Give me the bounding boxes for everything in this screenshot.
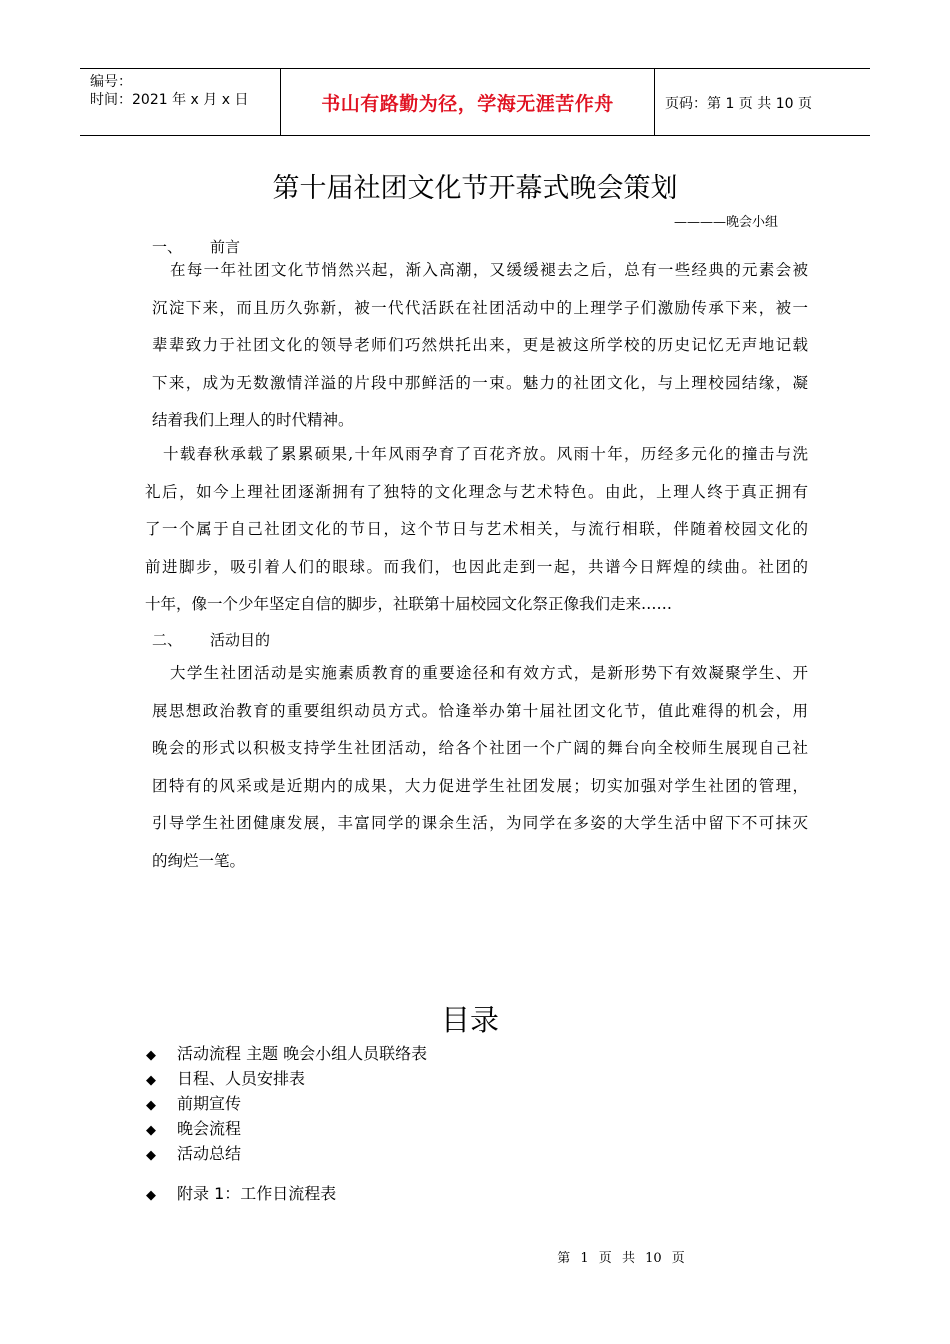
section-number: 二、 <box>152 631 183 649</box>
text-line: 在每一年社团文化节悄然兴起，渐入高潮，又缓缓褪去之后，总有一些经典的元素会被 <box>170 261 808 279</box>
table-of-contents <box>146 1041 427 1206</box>
footer-part: 共 <box>621 1251 635 1266</box>
header-page-cell <box>655 69 870 135</box>
text-line: 的绚烂一笔。 <box>152 851 246 870</box>
author-line: ————晚会小组 <box>673 215 778 230</box>
text-line: 展思想政治教育的重要组织动员方式。恰逢举办第十届社团文化节，值此难得的机会，用 <box>152 701 808 720</box>
toc-item <box>146 1066 427 1091</box>
document-title: 第十届社团文化节开幕式晚会策划 <box>272 173 678 204</box>
toc-item <box>146 1091 427 1116</box>
page-footer <box>0 1247 950 1266</box>
text-line: 大学生社团活动是实施素质教育的重要途径和有效方式，是新形势下有效凝聚学生、开 <box>170 664 808 682</box>
toc-appendix-label: 附录 1：工作日流程表 <box>177 1184 337 1203</box>
text-line: 晚会的形式以积极支持学生社团活动，给各个社团一个广阔的舞台向全校师生展现自己社 <box>152 739 808 757</box>
toc-item-label: 前期宣传 <box>177 1094 242 1113</box>
toc-item-label: 活动总结 <box>177 1144 242 1163</box>
diamond-bullet-icon: ◆ <box>146 1123 156 1138</box>
text-line: 辈辈致力于社团文化的领导老师们巧然烘托出来，更是被这所学校的历史记忆无声地记载 <box>152 336 808 354</box>
text-line: 礼后，如今上理社团逐渐拥有了独特的文化理念与艺术特色。由此，上理人终于真正拥有 <box>145 482 808 501</box>
toc-item <box>146 1141 427 1166</box>
diamond-bullet-icon: ◆ <box>146 1048 156 1063</box>
motto: 书山有路勤为径，学海无涯苦作舟 <box>321 92 614 115</box>
toc-title: 目录 <box>440 1003 499 1037</box>
section-title: 前言 <box>210 238 241 256</box>
preface-paragraph-1 <box>152 252 808 440</box>
toc-item-label: 日程、人员安排表 <box>177 1069 306 1088</box>
text-line: 十年，像一个少年坚定自信的脚步，社联第十届校园文化祭正像我们走来…… <box>145 595 673 613</box>
section-title: 活动目的 <box>210 631 271 649</box>
section-heading-purpose <box>152 629 270 650</box>
text-line: 前进脚步，吸引着人们的眼球。而我们，也因此走到一起，共谱今日辉煌的续曲。社团的 <box>145 557 808 576</box>
header-table <box>80 68 870 136</box>
purpose-paragraph <box>152 655 808 880</box>
toc-item <box>146 1116 427 1141</box>
footer-page-number: 1 <box>580 1251 589 1266</box>
toc-item <box>146 1041 427 1066</box>
text-line: 引导学生社团健康发展，丰富同学的课余生活，为同学在多姿的大学生活中留下不可抹灭 <box>152 814 808 832</box>
toc-item-label: 晚会流程 <box>177 1119 242 1138</box>
header-motto-cell <box>281 69 655 135</box>
header-meta-cell <box>80 69 281 135</box>
text-line: 沉淀下来，而且历久弥新，被一代代活跃在社团活动中的上理学子们激励传承下来，被一 <box>152 298 808 317</box>
text-line: 了一个属于自己社团文化的节日，这个节日与艺术相关，与流行相联，伴随着校园文化的 <box>145 520 808 538</box>
footer-part: 第 <box>557 1251 571 1266</box>
diamond-bullet-icon: ◆ <box>146 1073 156 1088</box>
diamond-bullet-icon: ◆ <box>146 1098 156 1113</box>
text-line: 结着我们上理人的时代精神。 <box>152 411 354 429</box>
diamond-bullet-icon: ◆ <box>146 1188 156 1203</box>
footer-part: 页 <box>671 1251 685 1266</box>
toc-item-label: 活动流程 主题 晚会小组人员联络表 <box>177 1044 428 1063</box>
text-line: 下来，成为无数激情洋溢的片段中那鲜活的一束。魅力的社团文化，与上理校园结缘，凝 <box>152 373 808 392</box>
diamond-bullet-icon: ◆ <box>146 1148 156 1163</box>
section-number: 一、 <box>152 238 183 256</box>
text-line: 团特有的风采或是近期内的成果，大力促进学生社团发展；切实加强对学生社团的管理， <box>152 776 808 795</box>
toc-appendix-item <box>146 1181 427 1206</box>
preface-paragraph-2 <box>145 436 808 624</box>
text-line: 十载春秋承载了累累硕果,十年风雨孕育了百花齐放。风雨十年，历经多元化的撞击与洗 <box>163 445 808 463</box>
page-label: 页码：第 1 页 共 10 页 <box>665 96 812 112</box>
code-label: 编号： <box>90 74 132 90</box>
footer-total-pages: 10 <box>645 1251 662 1266</box>
time-label: 时间：2021 年 x 月 x 日 <box>90 92 249 108</box>
footer-part: 页 <box>598 1251 612 1266</box>
